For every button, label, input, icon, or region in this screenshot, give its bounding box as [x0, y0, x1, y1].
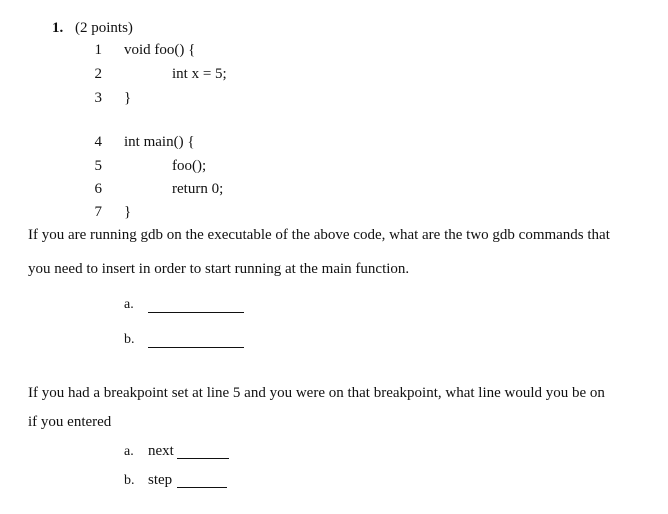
- answer-blank-a[interactable]: [148, 300, 244, 313]
- answer-blank-b[interactable]: [148, 335, 244, 348]
- code-line-number: 4: [94, 134, 102, 150]
- code-line-number: 5: [94, 158, 102, 174]
- code-line-text: return 0;: [172, 181, 224, 197]
- step-label-b: b.: [124, 473, 135, 488]
- answer-label-a: a.: [124, 297, 134, 312]
- code-line-number: 7: [94, 204, 102, 220]
- code-line-number: 6: [94, 181, 102, 197]
- code-line-number: 2: [94, 66, 102, 82]
- question-points: (2 points): [75, 20, 133, 36]
- prompt-line: if you entered: [28, 414, 112, 430]
- code-line-text: int x = 5;: [172, 66, 227, 82]
- code-line-text: }: [124, 90, 132, 106]
- answer-label-b: b.: [124, 332, 135, 347]
- question-number: 1.: [52, 20, 64, 36]
- code-line-text: }: [124, 204, 132, 220]
- code-line-number: 1: [94, 42, 102, 58]
- next-command: next: [148, 443, 174, 459]
- code-line-text: foo();: [172, 158, 207, 174]
- prompt-line: If you are running gdb on the executable of the above code, what are the two gdb commands that: [28, 227, 610, 243]
- step-command: step: [148, 472, 173, 488]
- prompt-line: If you had a breakpoint set at line 5 and you were on that breakpoint, what line would you be on: [28, 385, 605, 401]
- code-line-text: int main() {: [124, 134, 195, 150]
- next-label-a: a.: [124, 444, 134, 459]
- next-answer-blank[interactable]: [177, 446, 229, 459]
- code-line-number: 3: [94, 90, 102, 106]
- step-answer-blank[interactable]: [177, 475, 227, 488]
- prompt-line: you need to insert in order to start running at the main function.: [28, 261, 410, 277]
- code-line-text: void foo() {: [124, 42, 196, 58]
